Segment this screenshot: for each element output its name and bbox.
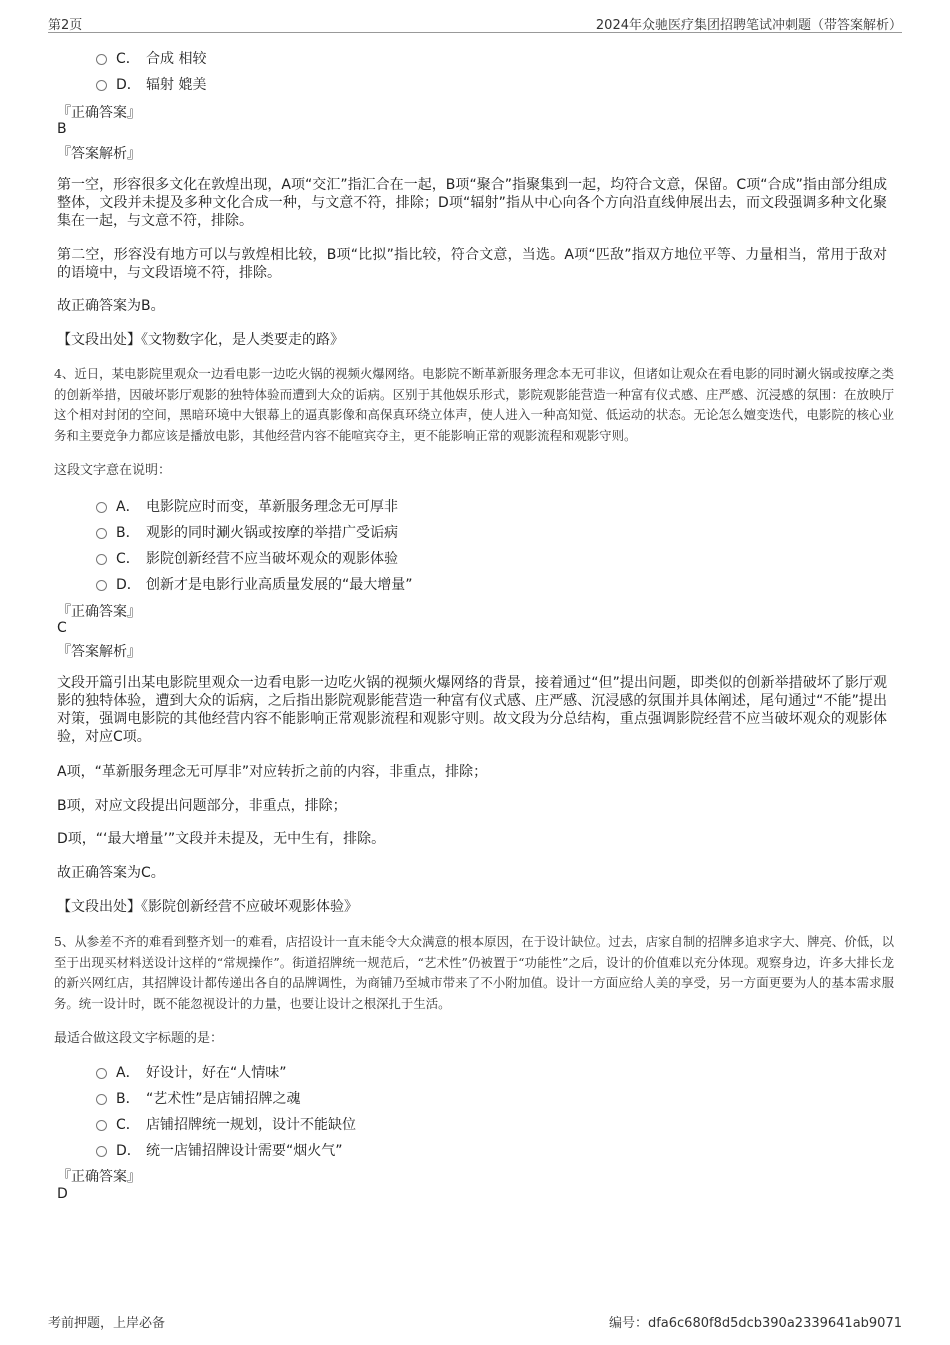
footer-slogan: 考前押题，上岸必备 xyxy=(48,1316,166,1331)
q4-option-a[interactable]: A． 电影院应时而变，革新服务理念无可厚非 xyxy=(96,496,398,516)
radio-icon[interactable] xyxy=(96,1094,107,1105)
q5-option-b[interactable]: B． “艺术性”是店铺招牌之魂 xyxy=(96,1088,301,1108)
q4-analysis-2: A项，“革新服务理念无可厚非”对应转折之前的内容，非重点，排除； xyxy=(57,764,488,780)
q5-option-c[interactable]: C． 店铺招牌统一规划，设计不能缺位 xyxy=(96,1114,356,1134)
q3-analysis-2: 第二空，形容没有地方可以与敦煌相比较，B项“比拟”指比较，符合文意，当选。A项“匹敌”指双方地位平等、力量相当，常用于敌对的语境中，与文段语境不符，排除。 xyxy=(57,247,887,281)
q3-option-c[interactable]: C． 合成 相较 xyxy=(96,48,206,68)
q3-analysis-label: 『答案解析』 xyxy=(57,146,141,162)
radio-icon[interactable] xyxy=(96,1120,107,1131)
q3-analysis-3: 故正确答案为B。 xyxy=(57,298,165,314)
q3-answer: B xyxy=(57,121,67,137)
q4-option-d[interactable]: D． 创新才是电影行业高质量发展的“最大增量” xyxy=(96,574,413,594)
q4-analysis-5: 故正确答案为C。 xyxy=(57,865,165,881)
q4-analysis-4: D项，“‘最大增量’”文段并未提及，无中生有，排除。 xyxy=(57,831,386,847)
radio-icon[interactable] xyxy=(96,528,107,539)
q4-analysis-3: B项，对应文段提出问题部分，非重点，排除； xyxy=(57,798,347,814)
q5-answer: D xyxy=(57,1186,68,1202)
radio-icon[interactable] xyxy=(96,54,107,65)
q5-answer-label: 『正确答案』 xyxy=(57,1169,141,1185)
radio-icon[interactable] xyxy=(96,80,107,91)
q4-answer-label: 『正确答案』 xyxy=(57,604,141,620)
q4-question: 4、近日，某电影院里观众一边看电影一边吃火锅的视频火爆网络。电影院不断革新服务理念本无可非议，但诸如让观众在看电影的同时涮火锅或按摩之类的创新举措，因破坏影厅观影的独特体验而遭到大众的诟病。区别于其他娱乐形式，影院观影能营造一种富有仪式感、庄严感、沉浸感的氛围：在放映厅这个相对封闭的空间，黑暗环境中大银幕上的逼真影像和高保真环绕立体声，使人进入一种高知觉、低运动的状态。无论怎么嬗变迭代，电影院的核心业务和主要竞争力都应该是播放电影，其他经营内容不能喧宾夺主，更不能影响正常的观影流程和观影守则。 xyxy=(54,366,894,443)
radio-icon[interactable] xyxy=(96,580,107,591)
radio-icon[interactable] xyxy=(96,1068,107,1079)
radio-icon[interactable] xyxy=(96,554,107,565)
q3-answer-label: 『正确答案』 xyxy=(57,105,141,121)
document-title: 2024年众驰医疗集团招聘笔试冲刺题（带答案解析） xyxy=(595,18,902,33)
radio-icon[interactable] xyxy=(96,1146,107,1157)
page-header xyxy=(48,12,902,33)
radio-icon[interactable] xyxy=(96,502,107,513)
q3-option-d[interactable]: D． 辐射 媲美 xyxy=(96,74,206,94)
q4-option-c[interactable]: C． 影院创新经营不应当破坏观众的观影体验 xyxy=(96,548,398,568)
q5-question: 5、从参差不齐的难看到整齐划一的难看，店招设计一直未能令大众满意的根本原因，在于设计缺位。过去，店家自制的招牌多追求字大、牌亮、价低，以至于出现买材料送设计这样的“常规操作”。街道招牌统一规范后，“艺术性”仍被置于“功能性”之后，设计的价值难以充分体现。观察身边，许多大排长龙的新兴网红店，其招牌设计都传递出各自的品牌调性，为商铺乃至城市带来了不小附加值。设计一方面应给人美的享受，另一方面更要为人的基本需求服务。统一设计时，既不能忽视设计的力量，也要让设计之根深扎于生活。 xyxy=(54,934,894,1011)
q3-source: 【文段出处】《文物数字化，是人类要走的路》 xyxy=(57,332,344,348)
q3-analysis-1: 第一空，形容很多文化在敦煌出现，A项“交汇”指汇合在一起，B项“聚合”指聚集到一起，均符合文意，保留。C项“合成”指由部分组成整体，文段并未提及多种文化合成一种，与文意不符，排除；D项“辐射”指从中心向各个方向沿直线伸展出去，而文段强调多种文化聚集在一起，与文意不符，排除。 xyxy=(57,177,887,229)
q4-analysis-1: 文段开篇引出某电影院里观众一边看电影一边吃火锅的视频火爆网络的背景，接着通过“但”提出问题，即类似的创新举措破坏了影厅观影的独特体验，遭到大众的诟病，之后指出影院观影能营造一种富有仪式感、庄严感、沉浸感的氛围并具体阐述，尾句通过“不能”提出对策，强调电影院的其他经营内容不能影响正常观影流程和观影守则。故文段为分总结构，重点强调影院经营不应当破坏观众的观影体验，对应C项。 xyxy=(57,675,887,745)
q5-option-a[interactable]: A． 好设计，好在“人情味” xyxy=(96,1062,287,1082)
footer-serial: 编号：dfa6c680f8d5dcb390a2339641ab9071 xyxy=(608,1316,902,1331)
page-number: 第2页 xyxy=(48,18,83,33)
q5-prompt: 最适合做这段文字标题的是： xyxy=(54,1031,224,1046)
q4-option-b[interactable]: B． 观影的同时涮火锅或按摩的举措广受诟病 xyxy=(96,522,398,542)
q4-source: 【文段出处】《影院创新经营不应破坏观影体验》 xyxy=(57,899,358,915)
q4-analysis-label: 『答案解析』 xyxy=(57,644,141,660)
q5-option-d[interactable]: D． 统一店铺招牌设计需要“烟火气” xyxy=(96,1140,343,1160)
q4-answer: C xyxy=(57,620,67,636)
q4-prompt: 这段文字意在说明： xyxy=(54,463,172,478)
